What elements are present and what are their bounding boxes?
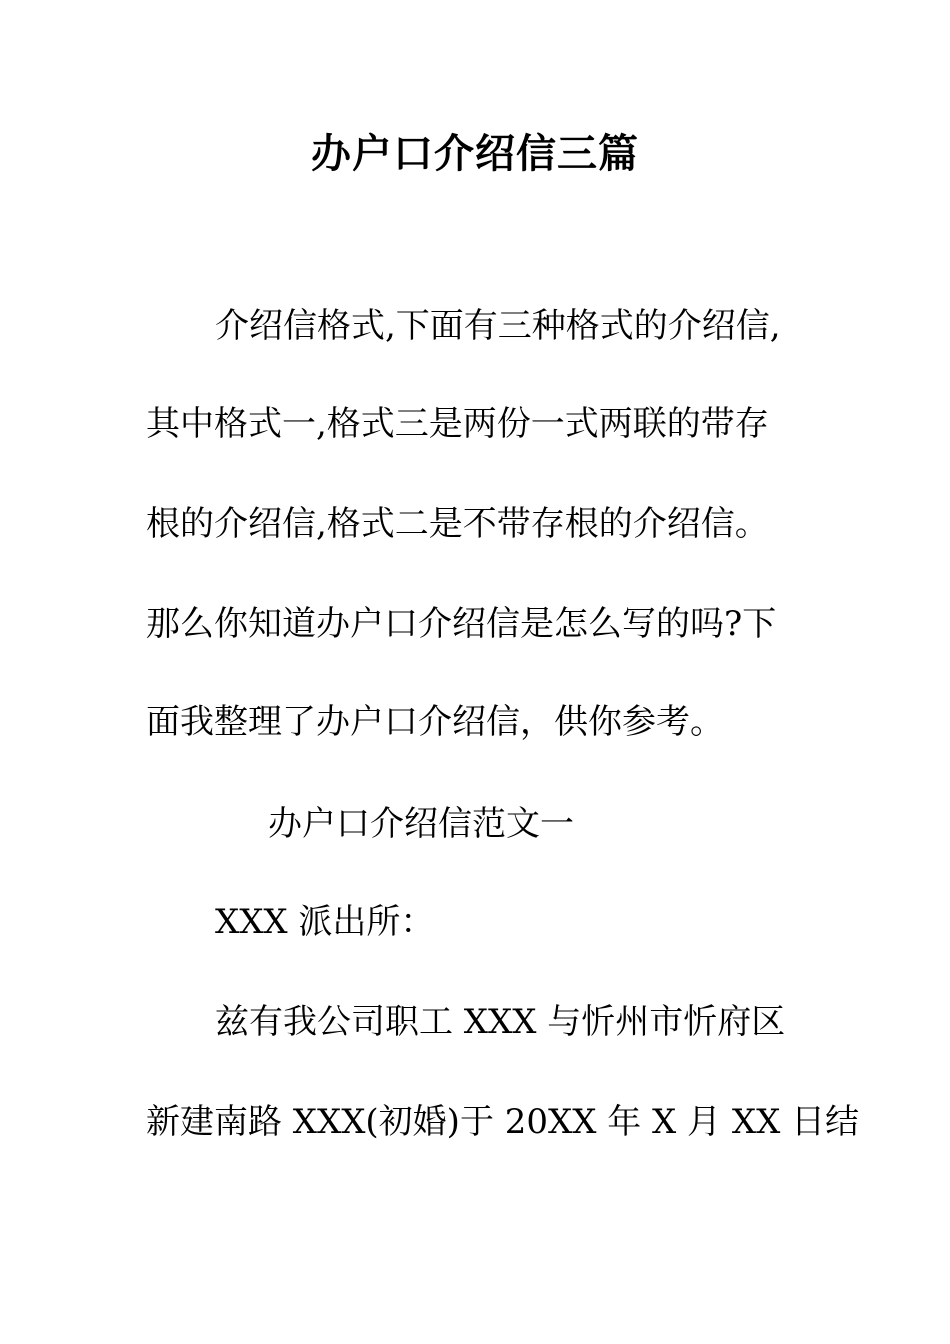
intro-line-2: 其中格式一,格式三是两份一式两联的带存 <box>146 404 769 444</box>
intro-line-5: 面我整理了办户口介绍信，供你参考。 <box>146 702 724 742</box>
letter-salutation: XXX 派出所： <box>215 902 435 942</box>
letter-body-line-1: 兹有我公司职工 XXX 与忻州市忻府区 <box>215 1002 786 1042</box>
intro-line-3: 根的介绍信,格式二是不带存根的介绍信。 <box>146 504 769 544</box>
document-title: 办户口介绍信三篇 <box>311 130 639 177</box>
section-heading: 办户口介绍信范文一 <box>268 804 574 844</box>
letter-body-line-2: 新建南路 XXX(初婚)于 20XX 年 X 月 XX 日结 <box>146 1102 860 1142</box>
intro-line-1: 介绍信格式,下面有三种格式的介绍信, <box>215 306 781 346</box>
intro-line-4: 那么你知道办户口介绍信是怎么写的吗?下 <box>146 604 777 644</box>
